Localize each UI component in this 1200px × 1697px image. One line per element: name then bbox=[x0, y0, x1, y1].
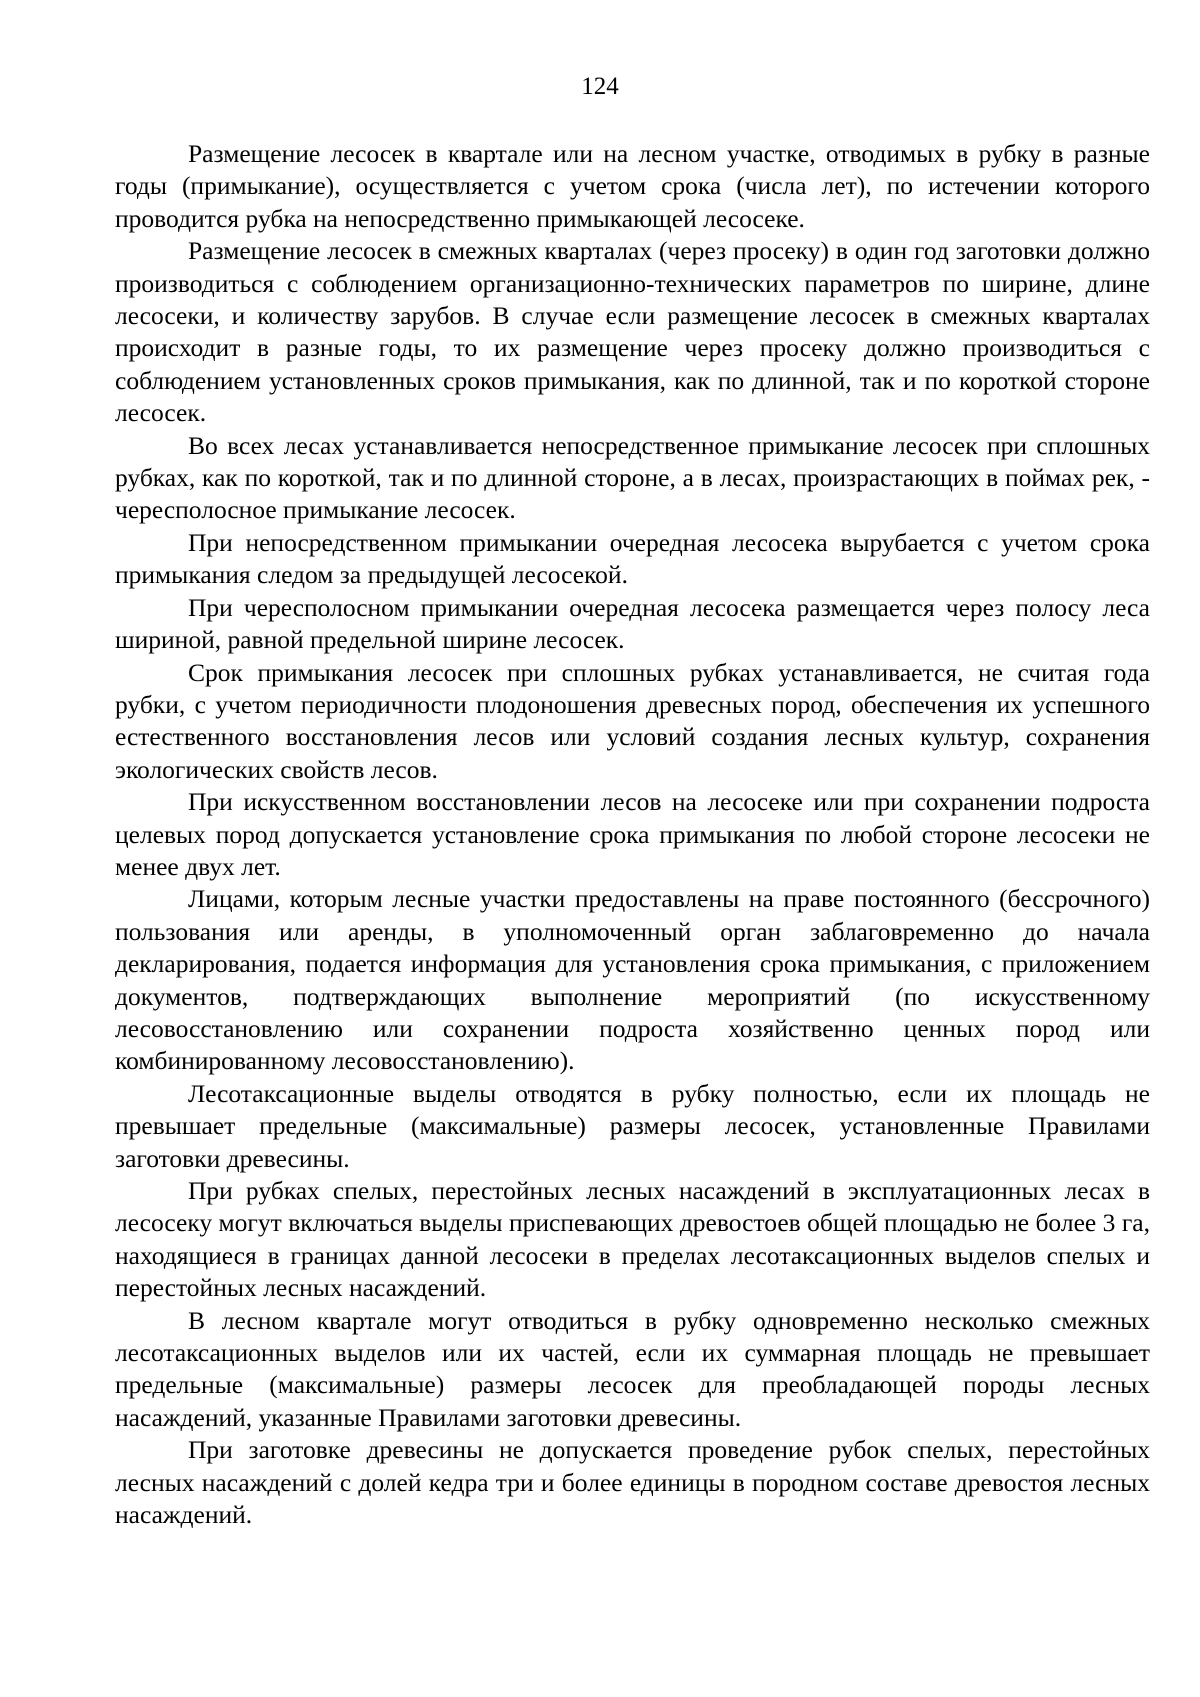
paragraph: Лицами, которым лесные участки предоставлены на праве постоянного (бессрочного) пользования или аренды, в уполномоченный орган заблаговременно до начала декларирования, подается информация для установления срока примыкания, с приложением документов, подтверждающих выполнение мероприятий (по искусственному лесовосстановлению или сохранении подроста хозяйственно ценных пород или комбинированному лесовосстановлению). bbox=[115, 884, 1150, 1076]
paragraph: При непосредственном примыкании очередная лесосека вырубается с учетом срока примыкания следом за предыдущей лесосекой. bbox=[115, 527, 1150, 590]
paragraph: Лесотаксационные выделы отводятся в рубку полностью, если их площадь не превышает предельные (максимальные) размеры лесосек, установленные Правилами заготовки древесины. bbox=[115, 1078, 1150, 1173]
paragraph: При чересполосном примыкании очередная лесосека размещается через полосу леса шириной, равной предельной ширине лесосек. bbox=[115, 592, 1150, 655]
document-body bbox=[115, 138, 1150, 1531]
paragraph: При искусственном восстановлении лесов на лесосеке или при сохранении подроста целевых пород допускается установление срока примыкания по любой стороне лесосеки не менее двух лет. bbox=[115, 787, 1150, 881]
paragraph: Срок примыкания лесосек при сплошных рубках устанавливается, не считая года рубки, с учетом периодичности плодоношения древесных пород, обеспечения их успешного естественного восстановления лесов или условий создания лесных культур, сохранения экологических свойств лесов. bbox=[115, 657, 1150, 784]
paragraph: При рубках спелых, перестойных лесных насаждений в эксплуатационных лесах в лесосеку могут включаться выделы приспевающих древостоев общей площадью не более 3 га, находящиеся в границах данной лесосеки в пределах лесотаксационных выделов спелых и перестойных лесных насаждений. bbox=[115, 1176, 1150, 1303]
page-number: 124 bbox=[581, 73, 619, 100]
paragraph: Размещение лесосек в квартале или на лесном участке, отводимых в рубку в разные годы (примыкание), осуществляется с учетом срока (числа лет), по истечении которого проводится рубка на непосредственно примыкающей лесосеке. bbox=[115, 139, 1150, 233]
paragraph: Во всех лесах устанавливается непосредственное примыкание лесосек при сплошных рубках, как по короткой, так и по длинной стороне, а в лесах, произрастающих в поймах рек, - чересполосное примыкание лесосек. bbox=[115, 430, 1150, 525]
paragraph: В лесном квартале могут отводиться в рубку одновременно несколько смежных лесотаксационных выделов или их частей, если их суммарная площадь не превышает предельные (максимальные) размеры лесосек для преобладающей породы лесных насаждений, указанные Правилами заготовки древесины. bbox=[115, 1305, 1150, 1432]
paragraph: При заготовке древесины не допускается проведение рубок спелых, перестойных лесных насаждений с долей кедра три и более единицы в породном составе древостоя лесных насаждений. bbox=[115, 1435, 1150, 1530]
paragraph: Размещение лесосек в смежных кварталах (через просеку) в один год заготовки должно производиться с соблюдением организационно-технических параметров по ширине, длине лесосеки, и количеству зарубов. В случае если размещение лесосек в смежных кварталах происходит в разные годы, то их размещение через просеку должно производиться с соблюдением установленных сроков примыкания, как по длинной, так и по короткой стороне лесосек. bbox=[115, 236, 1150, 428]
